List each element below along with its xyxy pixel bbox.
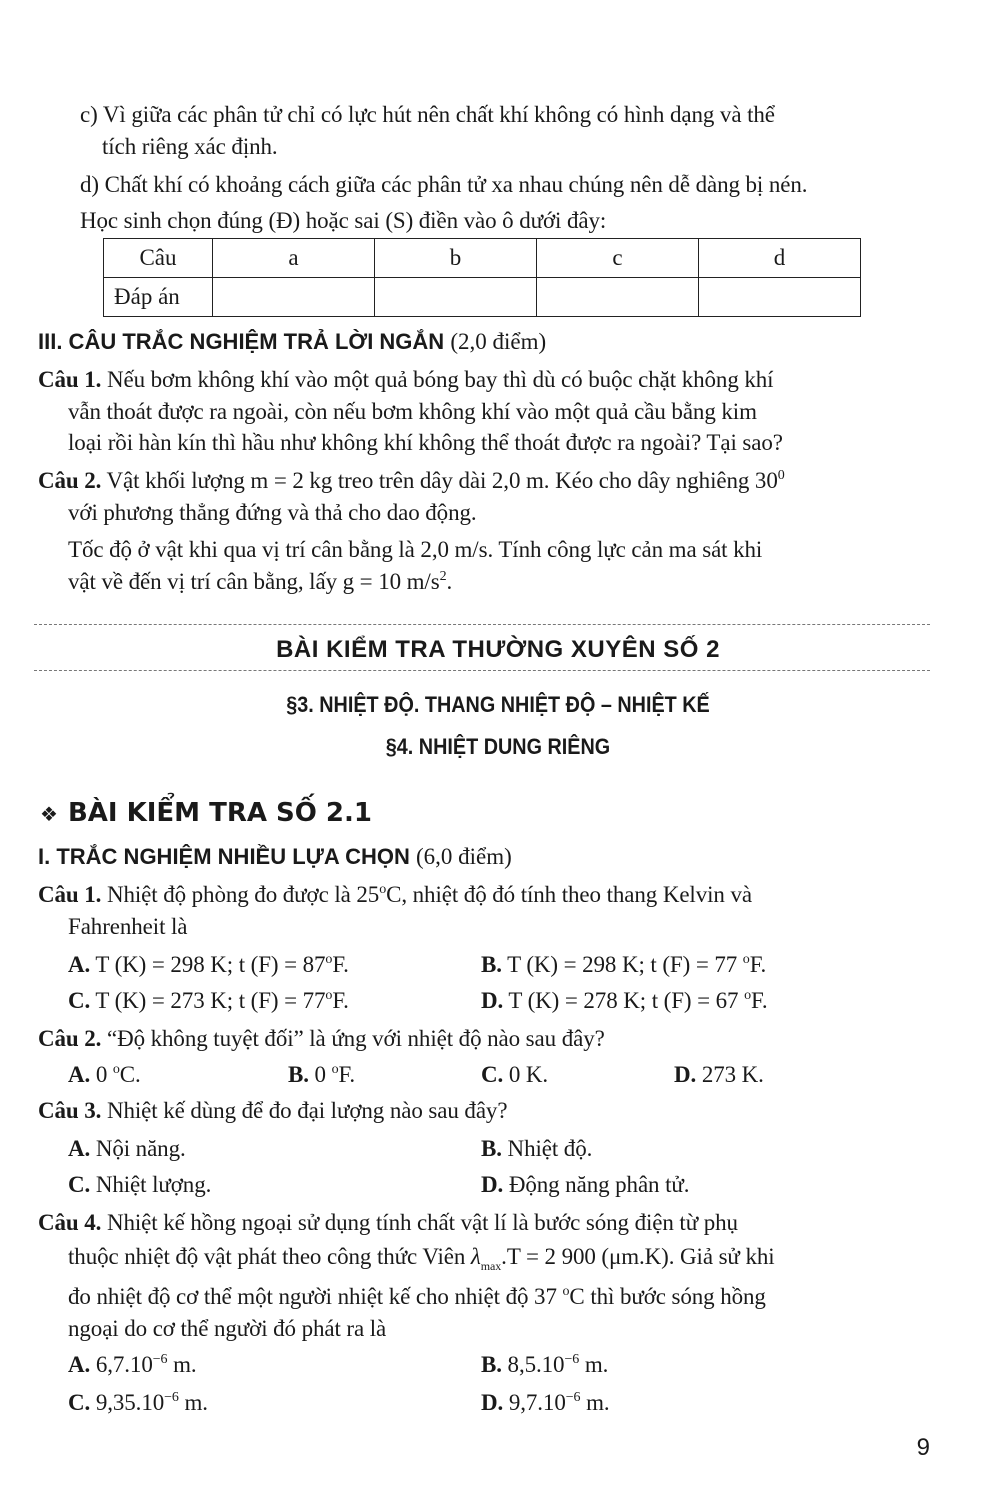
dashed-divider-top <box>34 624 930 625</box>
answer-cell-a[interactable] <box>213 278 375 317</box>
question-text-end: . <box>446 569 453 594</box>
section-points: (6,0 điểm) <box>416 844 512 869</box>
option-key: A. <box>68 952 91 977</box>
q1-line2: Fahrenheit là <box>68 914 188 939</box>
option-key: C. <box>68 1390 91 1415</box>
option-key: D. <box>481 1172 504 1197</box>
q4-option-d[interactable] <box>481 1388 610 1418</box>
option-text: 0 <box>90 1062 113 1087</box>
option-text-end: F. <box>332 988 349 1013</box>
option-text: 9,35.10 <box>90 1390 165 1415</box>
option-text-end: m. <box>579 1352 609 1377</box>
q4-option-b[interactable] <box>481 1350 608 1380</box>
section-heading-part1 <box>38 842 512 872</box>
question-label: Câu 3. <box>38 1098 102 1123</box>
answer-cell-b[interactable] <box>375 278 537 317</box>
answer-table-row <box>104 278 861 317</box>
degree-superscript: o <box>742 952 750 967</box>
section-heading-part3 <box>38 327 546 357</box>
q1-part3-line2: vẫn thoát được ra ngoài, còn nếu bơm không khí vào một quả cầu bằng kim <box>68 399 757 424</box>
q2-option-c[interactable] <box>481 1060 548 1090</box>
degree-superscript: o <box>325 952 333 967</box>
option-text: Nội năng. <box>90 1136 186 1161</box>
q4-line1 <box>38 1208 738 1238</box>
option-key: C. <box>68 988 91 1013</box>
option-key: D. <box>481 988 504 1013</box>
question-text: Vật khối lượng m = 2 kg treo trên dây dài 2,0 m. Kéo cho dây nghiêng 30 <box>101 468 778 493</box>
option-text: Động năng phân tử. <box>503 1172 690 1197</box>
statement-d: d) Chất khí có khoảng cách giữa các phân tử xa nhau chúng nên dễ dàng bị nén. <box>80 172 808 197</box>
q4-option-c[interactable] <box>68 1388 208 1418</box>
q1-option-b[interactable] <box>481 950 766 980</box>
degree-superscript: o <box>325 988 333 1003</box>
table-row-label: Đáp án <box>104 278 213 317</box>
option-text: T (K) = 298 K; t (F) = 87 <box>90 952 326 977</box>
q1-option-c[interactable] <box>68 986 349 1016</box>
q3-option-b[interactable] <box>481 1134 592 1164</box>
test-title: BÀI KIỂM TRA SỐ 2.1 <box>67 798 372 828</box>
statement-c-line2: tích riêng xác định. <box>102 134 278 159</box>
option-text: Nhiệt độ. <box>501 1136 593 1161</box>
q4-line3 <box>68 1282 766 1312</box>
lesson-4-title: §4. NHIỆT DUNG RIÊNG <box>385 734 611 759</box>
q1-option-a[interactable] <box>68 950 349 980</box>
diamond-bullet-icon: ❖ <box>40 802 58 826</box>
dashed-divider-bottom <box>34 670 930 671</box>
option-text-end: m. <box>167 1352 197 1377</box>
table-header-cell: Câu <box>104 239 213 278</box>
q3-option-a[interactable] <box>68 1134 186 1164</box>
exponent-superscript: −6 <box>152 1352 168 1367</box>
option-text: T (K) = 273 K; t (F) = 77 <box>90 988 326 1013</box>
q4-line2 <box>68 1242 775 1272</box>
lesson-3-title: §3. NHIỆT ĐỘ. THANG NHIỆT ĐỘ – NHIỆT KẾ <box>286 692 710 717</box>
option-text: 9,7.10 <box>503 1390 566 1415</box>
option-key: B. <box>481 952 502 977</box>
q2-part3-line3: Tốc độ ở vật khi qua vị trí cân bằng là 2,0 m/s. Tính công lực cản ma sát khi <box>68 537 763 562</box>
option-text-end: F. <box>750 988 768 1013</box>
question-text: .T = 2 900 (μm.K). Giả sử khi <box>501 1244 775 1269</box>
option-key: B. <box>288 1062 309 1087</box>
degree-superscript: o <box>744 988 751 1003</box>
question-label: Câu 4. <box>38 1210 102 1235</box>
exponent-superscript: −6 <box>564 1352 580 1367</box>
q1-part3-line1 <box>38 365 773 395</box>
answer-cell-d[interactable] <box>699 278 861 317</box>
statement-c-line1: c) Vì giữa các phân tử chỉ có lực hút nên chất khí không có hình dạng và thể <box>80 102 775 127</box>
q3-line1 <box>38 1096 507 1126</box>
option-key: A. <box>68 1062 91 1087</box>
question-label: Câu 2. <box>38 468 102 493</box>
question-text: vật về đến vị trí cân bằng, lấy g = 10 m/s <box>68 569 440 594</box>
question-label: Câu 1. <box>38 367 102 392</box>
q1-line1 <box>38 880 752 910</box>
q2-part3-line4 <box>68 567 452 597</box>
question-text: “Độ không tuyệt đối” là ứng với nhiệt độ nào sau đây? <box>101 1026 605 1051</box>
exponent-superscript: −6 <box>565 1390 581 1405</box>
option-key: D. <box>674 1062 697 1087</box>
test-heading <box>40 798 372 828</box>
option-text-end: C. <box>119 1062 141 1087</box>
option-key: C. <box>68 1172 91 1197</box>
option-key: A. <box>68 1136 91 1161</box>
section-title: III. CÂU TRẮC NGHIỆM TRẢ LỜI NGẮN <box>38 329 445 354</box>
option-text: T (K) = 278 K; t (F) = 67 <box>503 988 745 1013</box>
option-text-end: F. <box>332 952 349 977</box>
option-text: 273 K. <box>696 1062 764 1087</box>
option-text: Nhiệt lượng. <box>90 1172 212 1197</box>
table-header-cell: c <box>537 239 699 278</box>
question-text: Nhiệt kế dùng để đo đại lượng nào sau đây? <box>101 1098 508 1123</box>
answer-cell-c[interactable] <box>537 278 699 317</box>
option-key: D. <box>481 1390 504 1415</box>
table-header-cell: d <box>699 239 861 278</box>
degree-superscript: o <box>331 1062 339 1077</box>
q2-part3-line2: với phương thẳng đứng và thả cho dao động. <box>68 500 477 525</box>
q2-line1 <box>38 1024 605 1054</box>
q2-option-d[interactable] <box>674 1060 764 1090</box>
q1-option-d[interactable] <box>481 986 767 1016</box>
option-text: T (K) = 298 K; t (F) = 77 <box>501 952 743 977</box>
answer-table-header-row <box>104 239 861 278</box>
option-text-end: m. <box>178 1390 208 1415</box>
option-key: A. <box>68 1352 91 1377</box>
max-subscript: max <box>480 1259 502 1273</box>
lambda-symbol: λ <box>470 1244 481 1269</box>
table-header-cell: b <box>375 239 537 278</box>
question-label: Câu 2. <box>38 1026 102 1051</box>
question-text: Nhiệt độ phòng đo được là 25 <box>101 882 380 907</box>
answer-table <box>103 238 861 317</box>
question-text: C thì bước sóng hồng <box>569 1284 766 1309</box>
option-key: B. <box>481 1352 502 1377</box>
q2-option-b[interactable] <box>288 1060 355 1090</box>
test-banner-title: BÀI KIỂM TRA THƯỜNG XUYÊN SỐ 2 <box>276 636 720 663</box>
question-text: Nhiệt kế hồng ngoại sử dụng tính chất vật lí là bước sóng điện từ phụ <box>101 1210 738 1235</box>
exponent-superscript: 2 <box>439 569 447 584</box>
option-text-end: m. <box>580 1390 610 1415</box>
q2-part3-line1 <box>38 466 785 496</box>
option-text-end: F. <box>749 952 767 977</box>
q3-option-c[interactable] <box>68 1170 211 1200</box>
table-header-cell: a <box>213 239 375 278</box>
page-number: 9 <box>916 1434 930 1461</box>
q1-part3-line3: loại rồi hàn kín thì hầu như không khí không thể thoát được ra ngoài? Tại sao? <box>68 430 783 455</box>
option-key: B. <box>481 1136 502 1161</box>
option-key: C. <box>481 1062 504 1087</box>
section-points: (2,0 điểm) <box>450 329 547 354</box>
degree-superscript: o <box>562 1284 570 1299</box>
question-text: C, nhiệt độ đó tính theo thang Kelvin và <box>386 882 752 907</box>
q3-option-d[interactable] <box>481 1170 689 1200</box>
option-text: 0 <box>308 1062 332 1087</box>
q4-option-a[interactable] <box>68 1350 197 1380</box>
degree-superscript: 0 <box>777 468 785 483</box>
question-text: Nếu bơm không khí vào một quả bóng bay thì dù có buộc chặt không khí <box>101 367 774 392</box>
degree-superscript: o <box>379 882 387 897</box>
question-text: thuộc nhiệt độ vật phát theo công thức Viên <box>68 1244 471 1269</box>
option-text-end: F. <box>338 1062 356 1087</box>
q4-line4: ngoại do cơ thể người đó phát ra là <box>68 1316 387 1341</box>
option-text: 8,5.10 <box>501 1352 565 1377</box>
option-text: 0 K. <box>503 1062 549 1087</box>
instruction-text: Học sinh chọn đúng (Đ) hoặc sai (S) điền vào ô dưới đây: <box>80 208 607 233</box>
exponent-superscript: −6 <box>164 1390 179 1405</box>
question-text: đo nhiệt độ cơ thể một người nhiệt kế cho nhiệt độ 37 <box>68 1284 563 1309</box>
section-title: I. TRẮC NGHIỆM NHIỀU LỰA CHỌN <box>38 844 410 869</box>
option-text: 6,7.10 <box>90 1352 153 1377</box>
question-label: Câu 1. <box>38 882 102 907</box>
q2-option-a[interactable] <box>68 1060 141 1090</box>
degree-superscript: o <box>112 1062 120 1077</box>
